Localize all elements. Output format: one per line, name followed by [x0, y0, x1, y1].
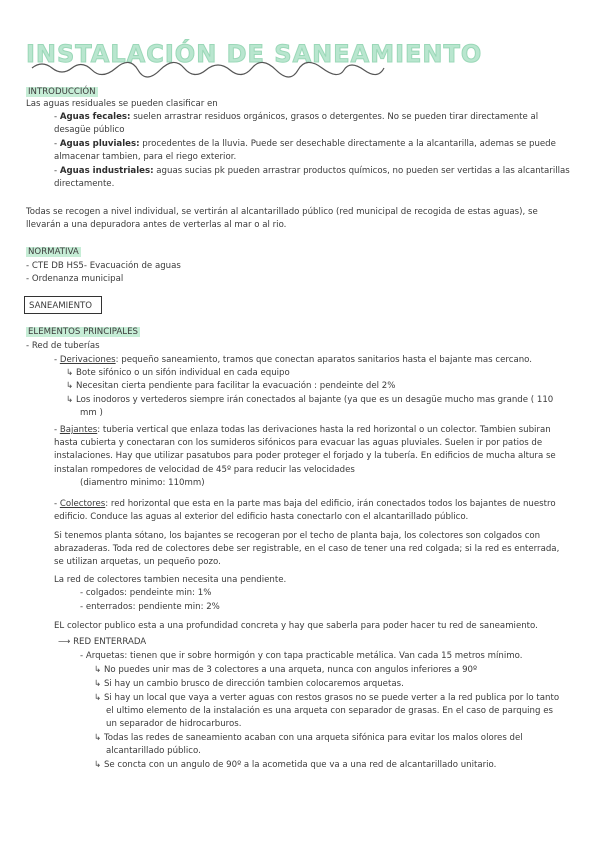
section-heading-normativa: NORMATIVA — [28, 247, 79, 257]
sotano-1: Si tenemos planta sótano, los bajantes se recogeran por el techo de planta baja, los colectores son colgados con — [54, 531, 541, 541]
derivaciones-c-cont: mm ) — [80, 408, 103, 418]
bajantes-5: (diamentro minimo: 110mm) — [80, 478, 205, 488]
colectores-2: edificio. Conduce las aguas al exterior del edificio hasta conectarlo con el alcantarillado público. — [54, 512, 469, 522]
pendiente: La red de colectores tambien necesita una pendiente. — [54, 575, 287, 585]
arquetas: - Arquetas: tienen que ir sobre hormigón y con tapa practicable metálica. Van cada 15 metros mínimo. — [80, 651, 523, 661]
derivaciones-b: ↳ Necesitan cierta pendiente para facilitar la evacuación : pendeinte del 2% — [66, 381, 396, 391]
todas-text-1: Todas se recogen a nivel individual, se vertirán al alcantarillado público (red municipal de recogida de estas aguas), se — [26, 207, 538, 217]
aguas-pluviales: - Aguas pluviales: procedentes de la lluvia. Puede ser desechable directamente a la alcantarilla, ademas se puede — [54, 139, 556, 149]
red-tuberias: - Red de tuberías — [26, 341, 100, 351]
bajantes: - Bajantes: tuberia vertical que enlaza todas las derivaciones hasta la red horizontal o un colector. Tambien subiran — [54, 425, 551, 435]
normativa-item: - CTE DB HS5- Evacuación de aguas — [26, 261, 181, 271]
todas-text-2: llevarán a una depuradora antes de verterlas al mar o al rio. — [26, 220, 287, 230]
bajantes-4: instalan rompedores de velocidad de 45º para reducir las velocidades — [54, 465, 355, 475]
aguas-pluviales-cont: almacenar tambien, para el riego exterior. — [54, 152, 237, 162]
enterrados: - enterrados: pendiente min: 2% — [80, 602, 220, 612]
arquetas-c-2: el ultimo elemento de la instalación es una arqueta con separador de grasas. En el caso de parquing es — [106, 706, 553, 716]
sotano-2: abrazaderas. Toda red de colectores debe ser registrable, en el caso de tener una red colgada; si la red es enterrada, — [54, 544, 560, 554]
arquetas-d: ↳ Todas las redes de saneamiento acaban con una arqueta sifónica para evitar los malos olores del — [94, 733, 523, 743]
derivaciones-a: ↳ Bote sifónico o un sifón individual en cada equipo — [66, 368, 290, 378]
aguas-industriales-cont: directamente. — [54, 179, 115, 189]
derivaciones: - Derivaciones: pequeño saneamiento, tramos que conectan aparatos sanitarios hasta el bajante mas cercano. — [54, 355, 532, 365]
intro-text: Las aguas residuales se pueden clasificar en — [26, 99, 218, 109]
red-enterrada: ⟶ RED ENTERRADA — [58, 637, 147, 647]
aguas-industriales: - Aguas industriales: aguas sucias pk pueden arrastrar productos químicos, no pueden ser vertidas a las alcantarillas — [54, 166, 570, 176]
arquetas-b: ↳ Si hay un cambio brusco de dirección tambien colocaremos arquetas. — [94, 679, 404, 689]
arquetas-a: ↳ No puedes unir mas de 3 colectores a una arqueta, nunca con angulos inferiores a 90º — [94, 665, 478, 675]
section-heading-introduccion: INTRODUCCIÓN — [28, 87, 96, 97]
aguas-fecales-cont: desagüe público — [54, 125, 125, 135]
saneamiento-box: SANEAMIENTO — [24, 296, 102, 314]
bajantes-2: hasta cubierta y conectaran con los sumideros sifónicos para evacuar las aguas pluviales. Suelen ir por patios de — [54, 438, 543, 448]
derivaciones-c: ↳ Los inodoros y vertederos siempre irán conectados al bajante (ya que es un desagüe mucho mas grande ( 110 — [66, 395, 554, 405]
colgados: - colgados: pendeinte min: 1% — [80, 588, 212, 598]
arquetas-c: ↳ Si hay un local que vaya a verter aguas con restos grasos no se puede verter a la red publica por lo tanto — [94, 693, 560, 703]
section-heading-elementos: ELEMENTOS PRINCIPALES — [28, 327, 138, 337]
arquetas-e: ↳ Se concta con un angulo de 90º a la acometida que va a una red de alcantarillado unitario. — [94, 760, 497, 770]
normativa-item: - Ordenanza municipal — [26, 274, 124, 284]
bajantes-3: instalaciones. Hay que utilizar pasatubos para poder proteger el forjado y la tubería. En edificios de mucha altura se — [54, 451, 556, 461]
colector-publico: EL colector publico esta a una profundidad concreta y hay que saberla para poder hacer tu red de saneamiento. — [54, 621, 538, 631]
arquetas-d-2: alcantarillado público. — [106, 746, 201, 756]
aguas-fecales: - Aguas fecales: suelen arrastrar residuos orgánicos, grasos o detergentes. No se pueden tirar directamente al — [54, 112, 539, 122]
sotano-3: se utilizan arquetas, un pequeño pozo. — [54, 557, 221, 567]
arquetas-c-3: un separador de hidrocarburos. — [106, 719, 242, 729]
colectores: - Colectores: red horizontal que esta en la parte mas baja del edificio, irán conectados todos los bajantes de nuestro — [54, 499, 556, 509]
handwritten-underline — [30, 54, 400, 78]
page-title: INSTALACIÓN DE SANEAMIENTO — [26, 40, 483, 68]
